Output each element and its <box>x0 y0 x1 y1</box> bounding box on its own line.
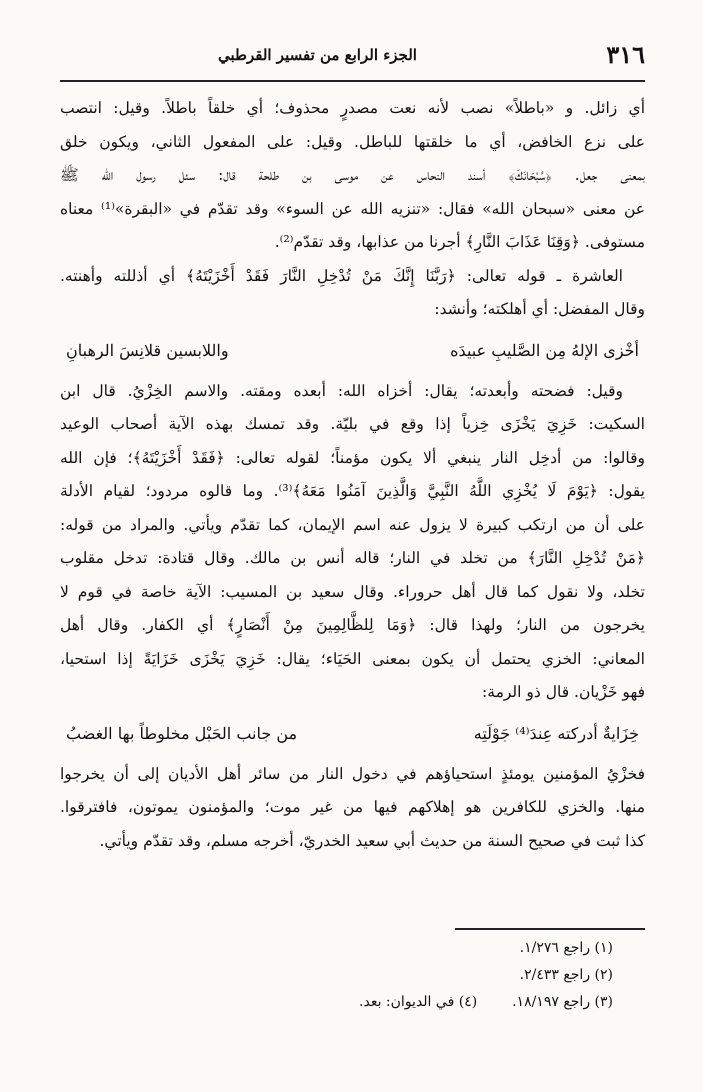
text-line: تخلد، ولا نقول كما قال أهل حروراء. وقال سعيد بن المسيب: الآية خاصة في قوم لا <box>60 582 645 601</box>
text-line: فخزْيُ المؤمنين يومئذٍ استحياؤهم في دخول النار من سائر أهل الأديان إلى أن يخرجوا <box>60 764 645 783</box>
footnotes <box>359 935 613 1016</box>
text-line: عن معنى «سبحان الله» فقال: «تنزيه الله عن السوء» وقد تقدّم في «البقرة»⁽¹⁾ معناه <box>60 199 645 218</box>
footnote-1: (١) راجع ١/٢٧٦. <box>519 940 613 956</box>
text-line: على أن من ارتكب كبيرة لا يزول عنه اسم الإيمان، كما تقدّم ويأتي. والمراد من قوله: <box>60 515 645 534</box>
text-line: المعاني: الخزي يحتمل أن يكون بمعنى الحَيَاء؛ يقال: خَزِيَ يَخْزَى خَزَايَةً إذا استحيا، <box>60 649 645 668</box>
section-heading-line: العاشرة ـ قوله تعالى: ﴿رَبَّنَا إِنَّكَ مَنْ تُدْخِلِ النَّارَ فَقَدْ أَخْزَيْتَهُ﴾ أي أذللته وأهنته. <box>60 266 623 285</box>
verse-first-hemistich: أخْزى الإلهُ مِن الصَّليبِ عبيدَه <box>450 340 639 360</box>
text-line: وقال المفضل: أي أهلكته؛ وأنشد: <box>434 300 645 318</box>
text-line: فهو خَزْيان. قال ذو الرمة: <box>482 683 645 701</box>
text-line: منها. والخزي للكافرين هو إهلاكهم فيها من غير موت؛ والمؤمنون يموتون، فافترقوا. <box>60 798 645 816</box>
text-line: كذا ثبت في صحيح السنة من حديث أبي سعيد الخدريّ، أخرجه مسلم، وقد تقدّم ويأتي. <box>99 831 645 850</box>
footnote-4: (٤) في الديوان: بعد. <box>359 994 478 1010</box>
verse-second-hemistich: من جانب الحَبْل مخلوطاً بها الغضبُ <box>66 723 298 743</box>
text-line: ﴿مَنْ تُدْخِلِ النَّارَ﴾ من تخلد في النار؛ قاله أنس بن مالك. وقال قتادة: تدخل مقلوب <box>60 549 645 567</box>
page-header <box>60 40 645 82</box>
footnote-2: (٢) راجع ٢/٤٣٣. <box>519 967 613 983</box>
body-text <box>60 92 645 858</box>
footnote-rule <box>455 928 645 930</box>
footnote-3: (٣) راجع ١٨/١٩٧. <box>512 994 613 1010</box>
verse-first-hemistich: خِزَايةٌ أدركته عِندَ⁽⁴⁾ جَوْلَتِه <box>473 723 639 743</box>
poetry-verse <box>60 710 645 758</box>
page-number: ٣١٦ <box>606 40 645 69</box>
text-line: بمعنى جعل. ﴿سُبْحَانَكَ﴾ أسند النحاس عن موسى بن طلحة قال: سئل رسول الله ﷺ <box>60 166 645 184</box>
text-line: على نزع الخافض، أي ما خلقتها للباطل. وقيل: على المفعول الثاني، ويكون خلق <box>60 132 645 151</box>
text-line: أي زائل. و «باطلاً» نصب لأنه نعت مصدرٍ محذوف؛ أي خلقاً باطلاً. وقيل: انتصب <box>60 99 645 117</box>
header-rule <box>60 80 645 82</box>
text-line: وقالوا: من أدخِل النار ينبغي ألا يكون مؤمناً؛ لقوله تعالى: ﴿فَقَدْ أَخْزَيْتَهُ﴾؛ فإن الله <box>60 448 645 467</box>
text-line: مستوفى. ﴿وَقِنَا عَذَابَ النَّارِ﴾ أجرنا من عذابها، وقد تقدّم⁽²⁾. <box>274 233 645 251</box>
verse-second-hemistich: واللابسين قلانِسَ الرهبانِ <box>66 340 229 360</box>
text-line: يخرجون من النار؛ ولهذا قال: ﴿وَمَا لِلظَّالِمِينَ مِنْ أَنْصَارٍ﴾ أي الكفار. وقال أهل <box>60 616 645 634</box>
text-line: يقول: ﴿يَوْمَ لَا يُخْزِي اللَّهُ النَّبِيَّ وَالَّذِينَ آمَنُوا مَعَهُ﴾⁽³⁾. وما قالوه مردود؛ لقيام الأدلة <box>60 482 645 500</box>
text-line: وقيل: فضحته وأبعدته؛ يقال: أخزاه الله: أبعده ومقته. والاسم الخِزْيُ. قال ابن <box>60 381 623 400</box>
poetry-verse <box>60 327 645 375</box>
text-line: السكيت: خَزِيَ يَخْزَى خِزياً إذا وقع في بليّة. وقد تمسك بهذه الآية أصحاب الوعيد <box>60 415 645 433</box>
running-head: الجزء الرابع من تفسير القرطبي <box>218 46 417 64</box>
